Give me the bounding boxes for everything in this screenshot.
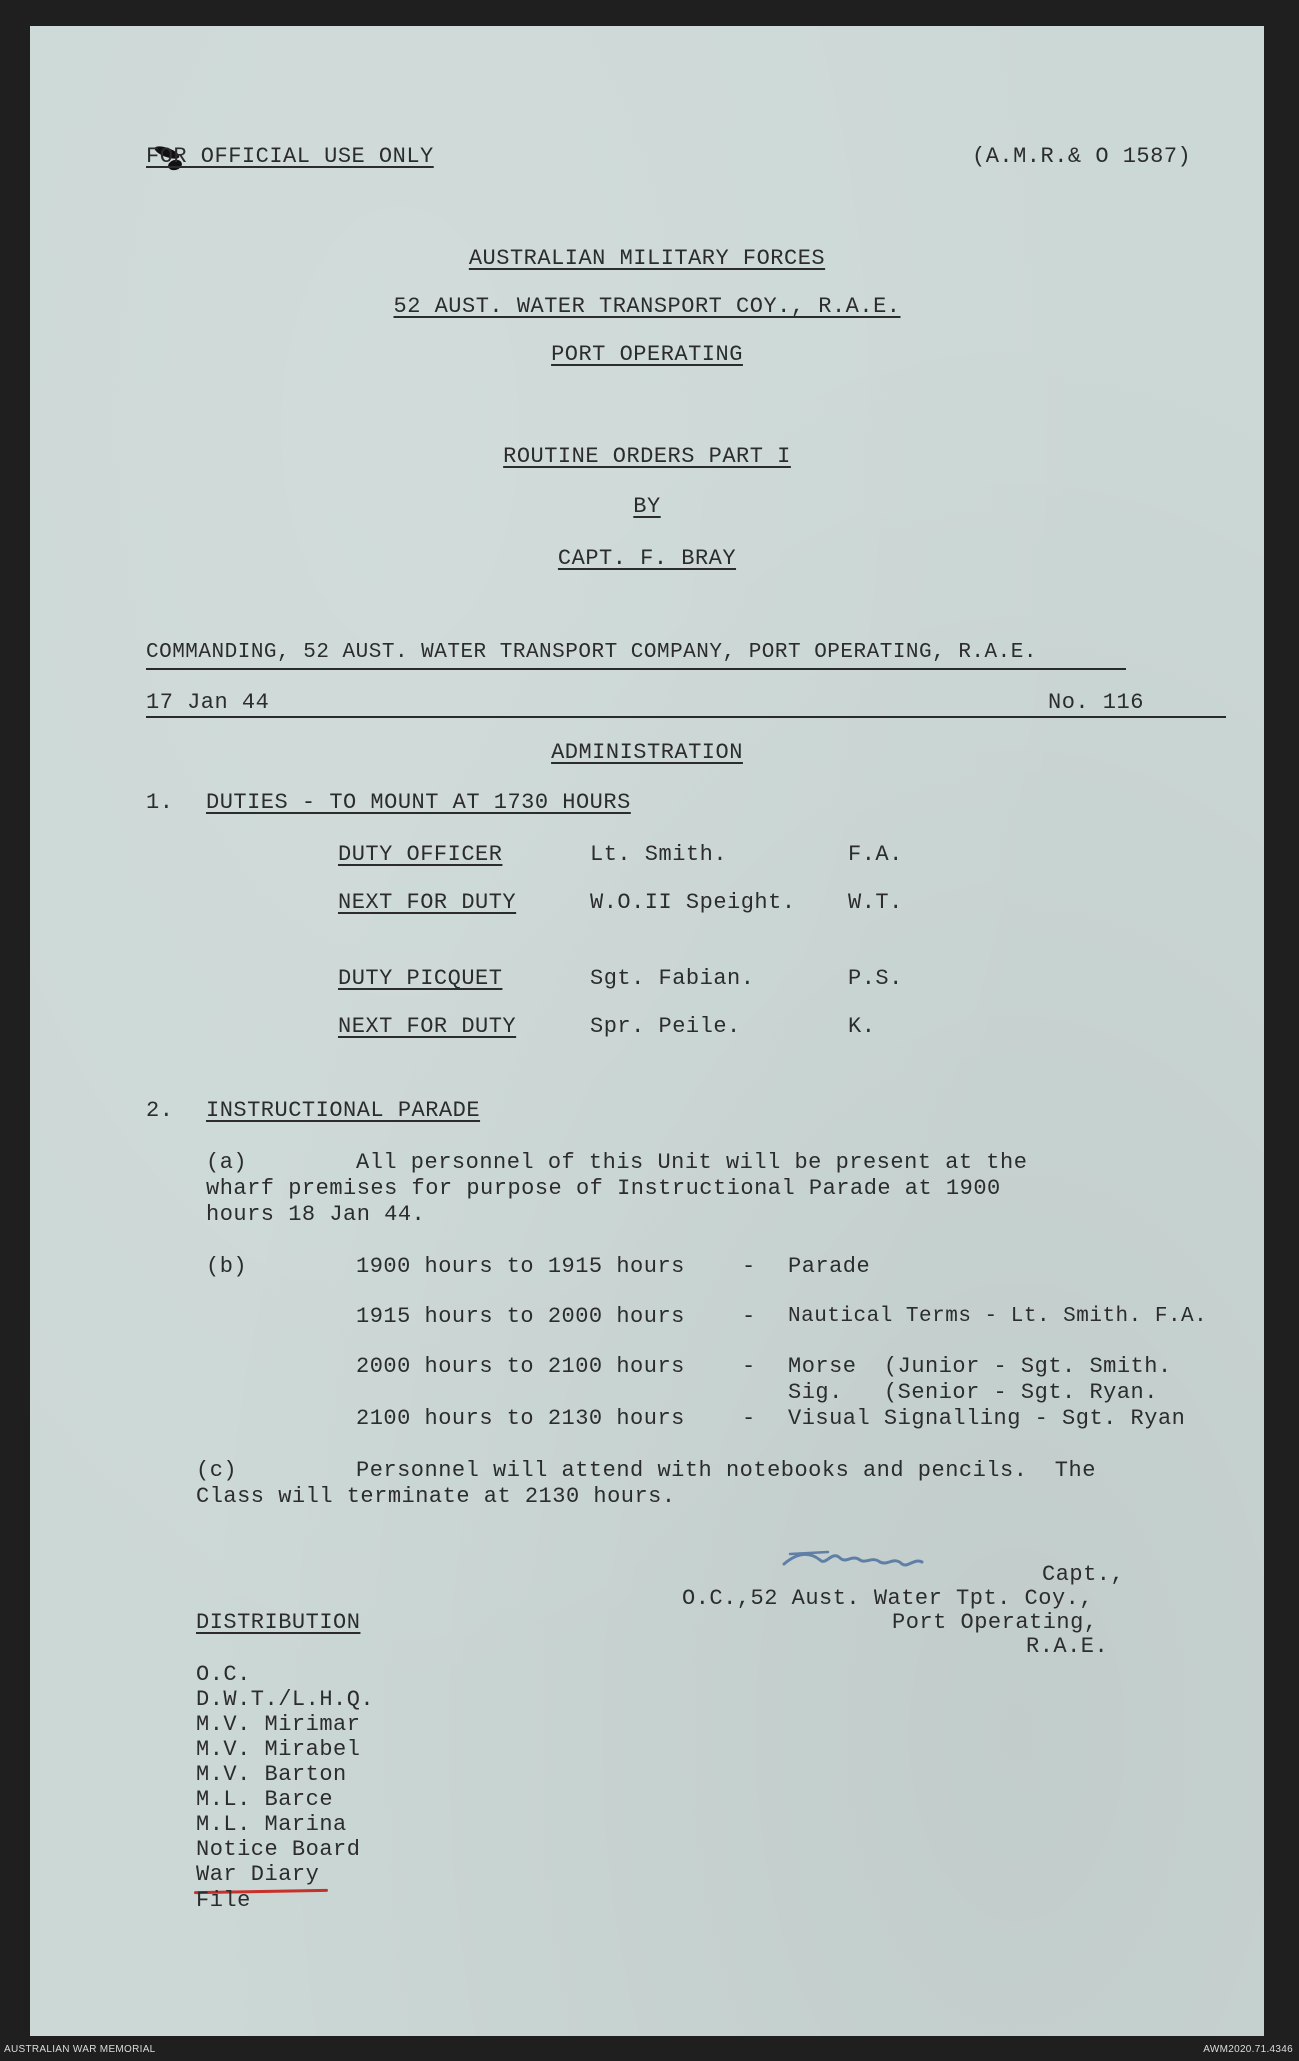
- schedule-time: 1900 hours to 1915 hours: [356, 1254, 685, 1279]
- handwritten-signature: [780, 1538, 960, 1578]
- command-line: COMMANDING, 52 AUST. WATER TRANSPORT COMPANY, PORT OPERATING, R.A.E.: [146, 641, 1037, 664]
- distribution-item: M.L. Marina: [196, 1812, 347, 1837]
- paragraph-text: Personnel will attend with notebooks and pencils. The: [356, 1458, 1096, 1483]
- archive-reference: AWM2020.71.4346: [1203, 2044, 1293, 2055]
- distribution-item: War Diary: [196, 1862, 320, 1887]
- title-line-5: BY: [633, 494, 661, 519]
- rule: [146, 716, 1226, 718]
- duty-initials: K.: [848, 1014, 876, 1039]
- schedule-subject: Visual Signalling - Sgt. Ryan: [788, 1406, 1186, 1431]
- title-line-4: ROUTINE ORDERS PART I: [503, 444, 791, 469]
- title-line-1: AUSTRALIAN MILITARY FORCES: [468, 246, 826, 271]
- signature-rank: Capt.,: [1042, 1562, 1125, 1587]
- distribution-item: M.V. Barton: [196, 1762, 347, 1787]
- paragraph-label: (a): [206, 1150, 248, 1175]
- schedule-time: 1915 hours to 2000 hours: [356, 1304, 685, 1329]
- duty-name: Sgt. Fabian.: [590, 966, 755, 991]
- duty-initials: P.S.: [848, 966, 903, 991]
- schedule-dash: -: [742, 1304, 756, 1329]
- paragraph-text: hours 18 Jan 44.: [206, 1202, 426, 1227]
- paragraph-label: (b): [206, 1254, 248, 1279]
- order-date: 17 Jan 44: [146, 690, 270, 715]
- signature-line: O.C.,52 Aust. Water Tpt. Coy.,: [682, 1586, 1094, 1611]
- duty-role: DUTY PICQUET: [338, 966, 503, 991]
- distribution-item: O.C.: [196, 1662, 251, 1687]
- distribution-item: Notice Board: [196, 1837, 361, 1862]
- distribution-item: M.V. Mirabel: [196, 1737, 361, 1762]
- title-line-6: CAPT. F. BRAY: [557, 546, 737, 571]
- paragraph-text: wharf premises for purpose of Instructional Parade at 1900: [206, 1176, 1001, 1201]
- paragraph-text: Class will terminate at 2130 hours.: [196, 1484, 676, 1509]
- distribution-item: D.W.T./L.H.Q.: [196, 1687, 375, 1712]
- schedule-subject: Nautical Terms - Lt. Smith. F.A.: [788, 1305, 1208, 1328]
- distribution-item: File: [196, 1888, 251, 1913]
- duty-role: NEXT FOR DUTY: [338, 890, 517, 915]
- form-reference: (A.M.R.& O 1587): [972, 144, 1192, 169]
- item-heading: INSTRUCTIONAL PARADE: [206, 1098, 481, 1123]
- archive-credit: AUSTRALIAN WAR MEMORIAL: [4, 2044, 156, 2055]
- schedule-dash: -: [742, 1254, 756, 1279]
- order-number: No. 116: [1048, 690, 1144, 715]
- schedule-dash: -: [742, 1406, 756, 1431]
- title-line-3: PORT OPERATING: [551, 342, 743, 367]
- distribution-heading: DISTRIBUTION: [196, 1610, 361, 1635]
- schedule-time: 2100 hours to 2130 hours: [356, 1406, 685, 1431]
- duty-role: DUTY OFFICER: [338, 842, 503, 867]
- duty-role: NEXT FOR DUTY: [338, 1014, 517, 1039]
- paragraph-label: (c): [196, 1458, 238, 1483]
- item-number: 2.: [146, 1098, 174, 1123]
- schedule-subject: Parade: [788, 1254, 871, 1279]
- signature-line: R.A.E.: [1026, 1634, 1109, 1659]
- paragraph-text: All personnel of this Unit will be present at the: [356, 1150, 1028, 1175]
- duty-name: W.O.II Speight.: [590, 890, 796, 915]
- duty-name: Lt. Smith.: [590, 842, 728, 867]
- duty-name: Spr. Peile.: [590, 1014, 741, 1039]
- schedule-subject: Sig. (Senior - Sgt. Ryan.: [788, 1380, 1158, 1405]
- document-page: [30, 26, 1264, 2036]
- section-heading: ADMINISTRATION: [551, 740, 743, 765]
- signature-line: Port Operating,: [892, 1610, 1098, 1635]
- item-number: 1.: [146, 790, 174, 815]
- schedule-subject: Morse (Junior - Sgt. Smith.: [788, 1354, 1172, 1379]
- classification-marking: FOR OFFICIAL USE ONLY: [146, 144, 434, 169]
- distribution-item: M.L. Barce: [196, 1787, 334, 1812]
- rule: [146, 668, 1126, 670]
- duty-initials: W.T.: [848, 890, 903, 915]
- title-line-2: 52 AUST. WATER TRANSPORT COY., R.A.E.: [393, 294, 901, 319]
- schedule-time: 2000 hours to 2100 hours: [356, 1354, 685, 1379]
- distribution-item: M.V. Mirimar: [196, 1712, 361, 1737]
- item-heading: DUTIES - TO MOUNT AT 1730 HOURS: [206, 790, 631, 815]
- schedule-dash: -: [742, 1354, 756, 1379]
- duty-initials: F.A.: [848, 842, 903, 867]
